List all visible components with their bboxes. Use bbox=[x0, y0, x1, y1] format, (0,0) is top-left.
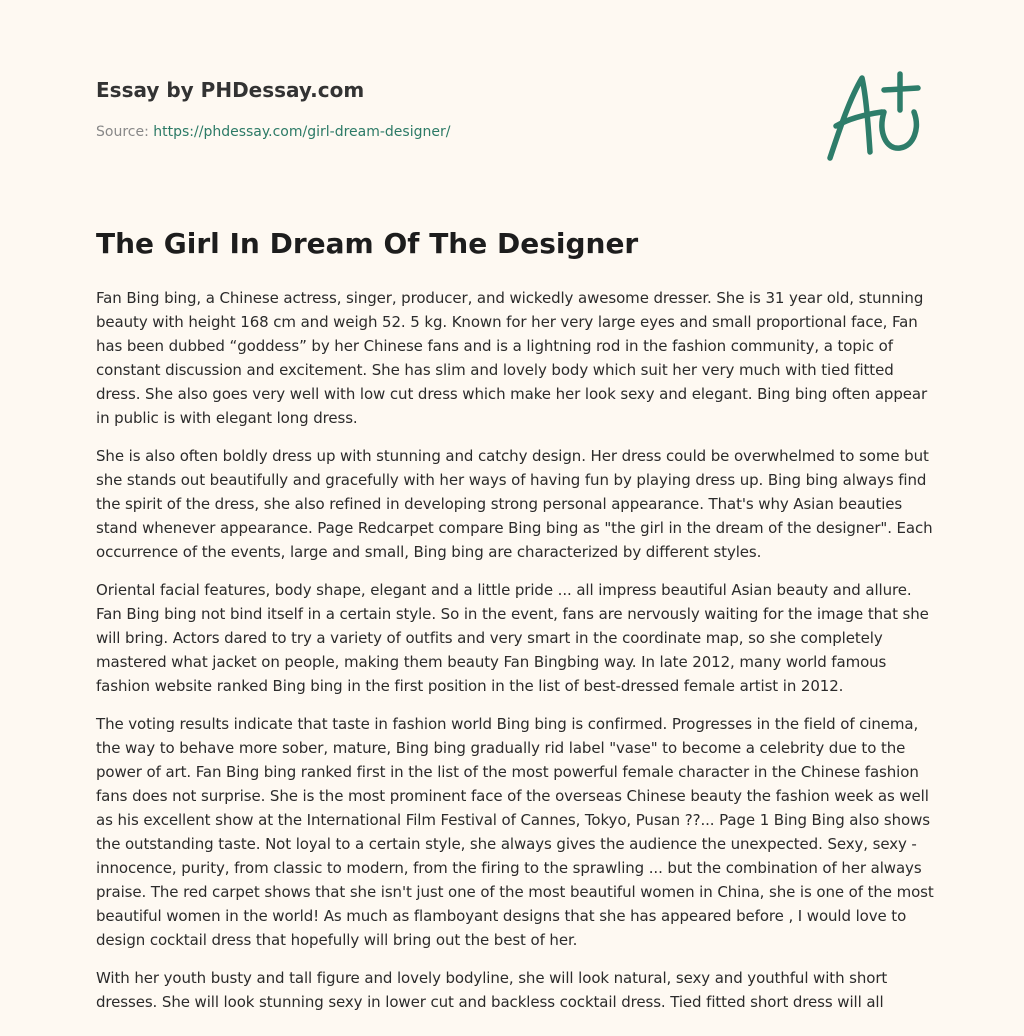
essay-paragraph-5: With her youth busty and tall figure and lovely bodyline, she will look natural, sexy and youthful with short dresses. She will look stunning sexy in lower cut and backless cocktail dress. Tied fitted short dress will all bbox=[96, 969, 888, 1011]
source-label: Source: bbox=[96, 124, 149, 140]
a-plus-grade-icon bbox=[820, 66, 924, 166]
essay-title: The Girl In Dream Of The Designer bbox=[96, 227, 639, 260]
source-line bbox=[96, 124, 450, 140]
essay-paragraph-1: Fan Bing bing, a Chinese actress, singer, producer, and wickedly awesome dresser. She is 31 year old, stunning beauty with height 168 cm and weigh 52. 5 kg. Known for her very large eyes and small proportional face, Fan has been dubbed “goddess” by her Chinese fans and is a lightning rod in the fashion community, a topic of constant discussion and excitement. She has slim and lovely body which suit her very much with tied fitted dress. She also goes very well with low cut dress which make her look sexy and elegant. Bing bing often appear in public is with elegant long dress. bbox=[96, 289, 928, 427]
source-link[interactable]: https://phdessay.com/girl-dream-designer/ bbox=[153, 124, 451, 140]
essay-paragraph-4: The voting results indicate that taste in fashion world Bing bing is confirmed. Progresses in the field of cinema, the way to behave more sober, mature, Bing bing gradually rid label "vase" to become a celebrity due to the power of art. Fan Bing bing ranked first in the list of the most powerful female character in the Chinese fashion fans does not surprise. She is the most prominent face of the overseas Chinese beauty the fashion week as well as his excellent show at the International Film Festival of Cannes, Tokyo, Pusan ??... Page 1 Bing Bing also shows the outstanding taste. Not loyal to a certain style, she always gives the audience the unexpected. Sexy, sexy - innocence, purity, from classic to modern, from the firing to the sprawling ... but the combination of her always praise. The red carpet shows that she isn't just one of the most beautiful women in China, she is one of the most beautiful women in the world! As much as flamboyant designs that she has appeared before , I would love to design cocktail dress that hopefully will bring out the best of her. bbox=[96, 715, 934, 949]
essay-paragraph-3: Oriental facial features, body shape, elegant and a little pride ... all impress beautiful Asian beauty and allure. Fan Bing bing not bind itself in a certain style. So in the event, fans are nervously waiting for the image that she will bring. Actors dared to try a variety of outfits and very smart in the coordinate map, so she completely mastered what jacket on people, making them beauty Fan Bingbing way. In late 2012, many world famous fashion website ranked Bing bing in the first position in the list of best-dressed female artist in 2012. bbox=[96, 581, 929, 695]
essay-body bbox=[96, 286, 936, 1028]
essay-paragraph-2: She is also often boldly dress up with stunning and catchy design. Her dress could be overwhelmed to some but she stands out beautifully and gracefully with her ways of having fun by playing dress up. Bing bing always find the spirit of the dress, she also refined in developing strong personal appearance. That's why Asian beauties stand whenever appearance. Page Redcarpet compare Bing bing as "the girl in the dream of the designer". Each occurrence of the events, large and small, Bing bing are characterized by different styles. bbox=[96, 447, 933, 561]
site-header-title: Essay by PHDessay.com bbox=[96, 78, 365, 102]
